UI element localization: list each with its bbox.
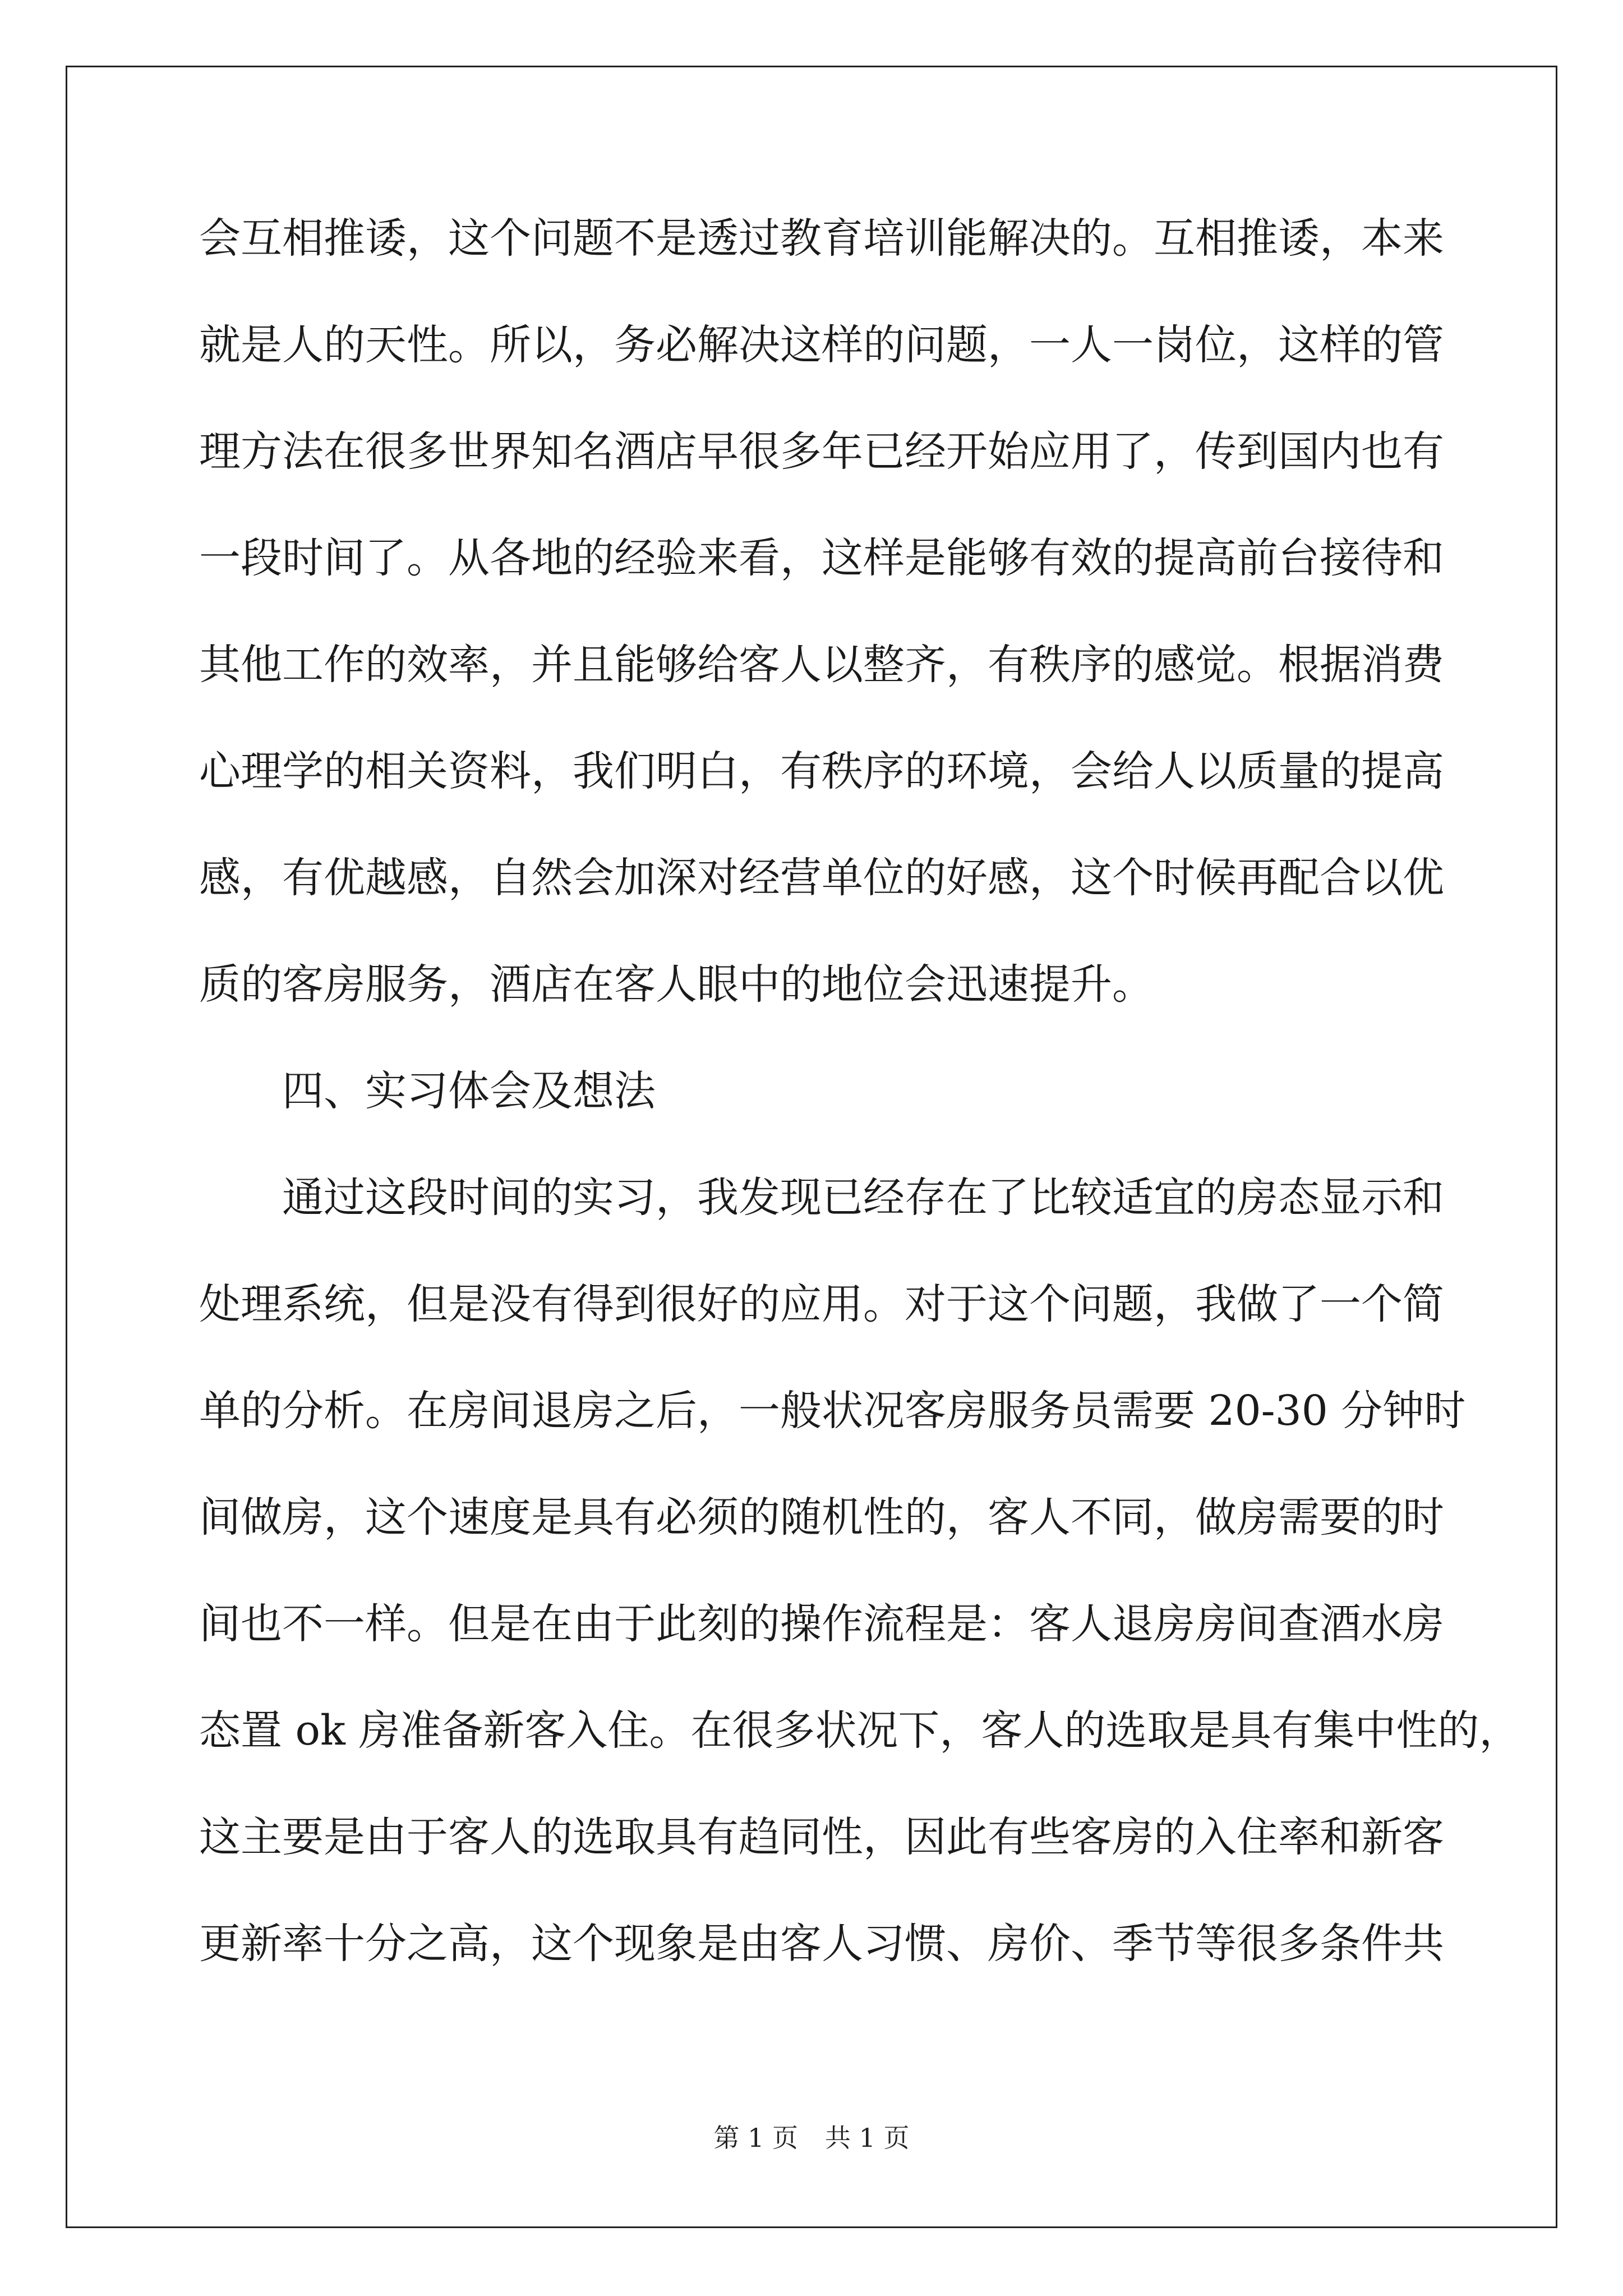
- text-line: 单的分析。在房间退房之后，一般状况客房服务员需要 20-30 分钟时: [199, 1387, 1466, 1435]
- text-line: 理方法在很多世界知名酒店早很多年已经开始应用了，传到国内也有: [199, 427, 1444, 476]
- text-line: 一段时间了。从各地的经验来看，这样是能够有效的提高前台接待和: [199, 534, 1444, 582]
- document-body: [199, 185, 1521, 1997]
- text-line: 更新率十分之高，这个现象是由客人习惯、房价、季节等很多条件共: [199, 1920, 1444, 1968]
- page-total: 共 1 页: [825, 2123, 910, 2153]
- text-line: 通过这段时间的实习，我发现已经存在了比较适宜的房态显示和: [282, 1174, 1444, 1222]
- page-number: 第 1 页: [713, 2123, 798, 2153]
- text-line: 态置 ok 房准备新客入住。在很多状况下，客人的选取是具有集中性的，: [199, 1706, 1521, 1755]
- text-line: 心理学的相关资料，我们明白，有秩序的环境，会给人以质量的提高: [199, 747, 1444, 795]
- text-line: 感，有优越感，自然会加深对经营单位的好感，这个时候再配合以优: [199, 854, 1444, 902]
- page-footer: [0, 2118, 1623, 2155]
- text-line: 就是人的天性。所以，务必解决这样的问题，一人一岗位，这样的管: [199, 321, 1444, 369]
- text-line: 这主要是由于客人的选取具有趋同性，因此有些客房的入住率和新客: [199, 1813, 1444, 1861]
- section-heading: 四、实习体会及想法: [282, 1067, 656, 1115]
- text-line: 其他工作的效率，并且能够给客人以整齐，有秩序的感觉。根据消费: [199, 641, 1444, 689]
- text-line: 间做房，这个速度是具有必须的随机性的，客人不同，做房需要的时: [199, 1493, 1444, 1542]
- text-line: 会互相推诿，这个问题不是透过教育培训能解决的。互相推诿，本来: [199, 214, 1444, 263]
- text-line: 处理系统，但是没有得到很好的应用。对于这个问题，我做了一个简: [199, 1280, 1444, 1328]
- text-line: 间也不一样。但是在由于此刻的操作流程是：客人退房房间查酒水房: [199, 1600, 1444, 1648]
- text-line: 质的客房服务，酒店在客人眼中的地位会迅速提升。: [199, 960, 1154, 1009]
